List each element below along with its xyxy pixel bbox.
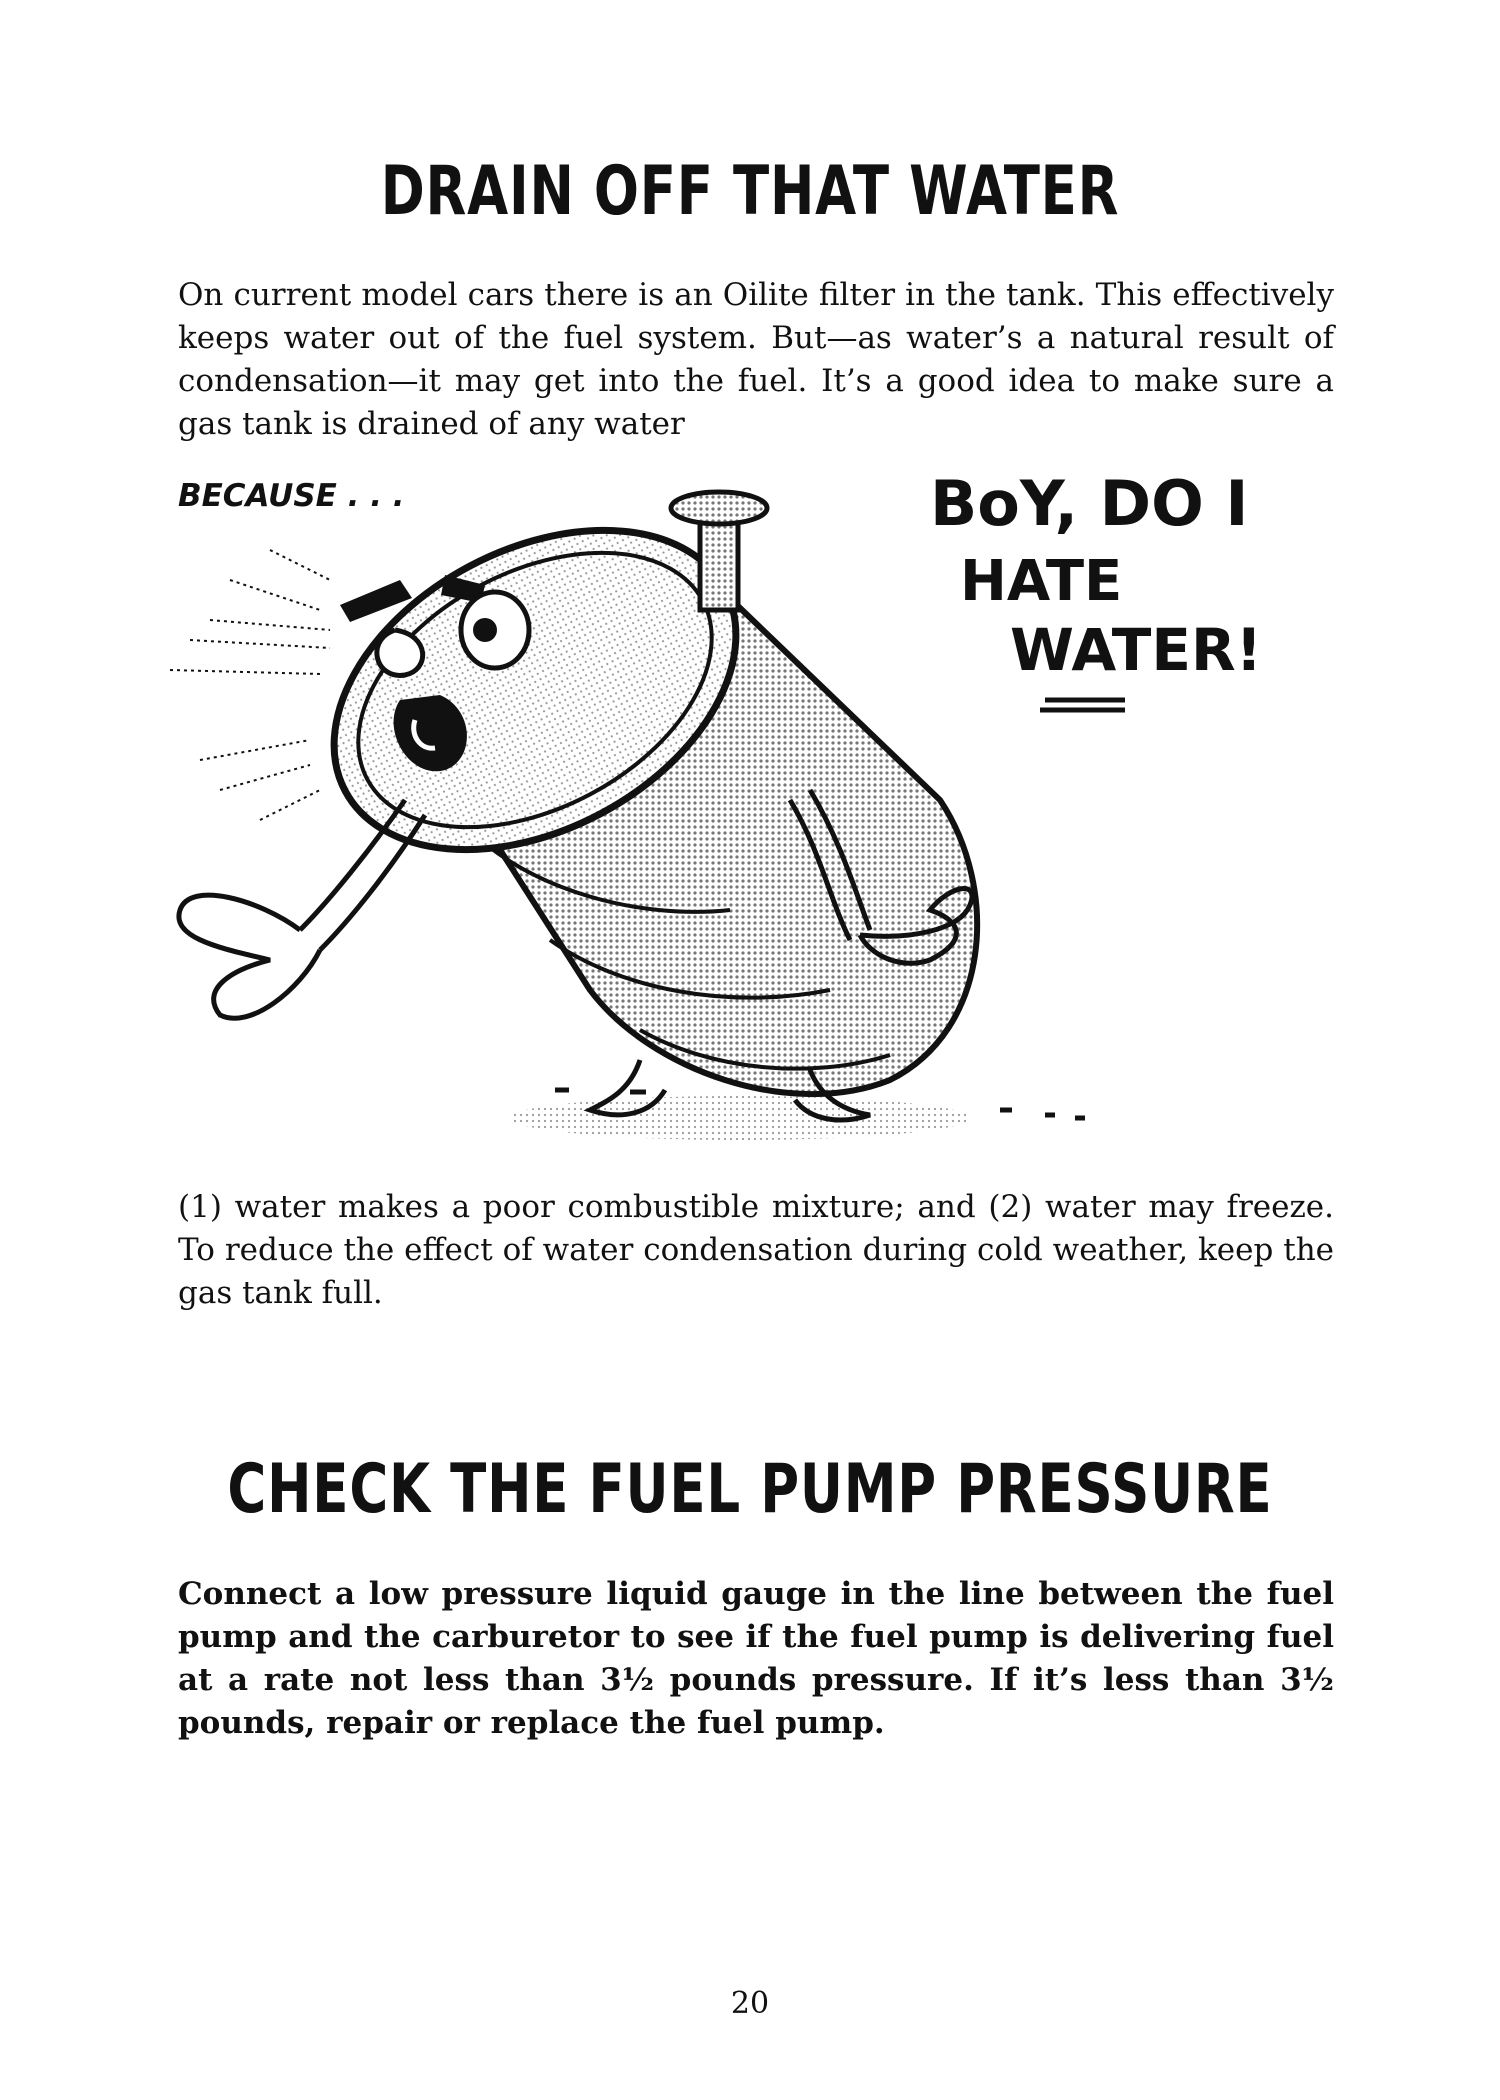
motion-lines <box>170 550 330 820</box>
angry-gas-tank-illustration <box>170 470 1370 1150</box>
speech-line-2: HATE <box>960 549 1123 614</box>
section-heading-fuel-pump: CHECK THE FUEL PUMP PRESSURE <box>227 1450 1273 1529</box>
speech-line-1: BoY, DO I <box>930 470 1249 540</box>
reasons-paragraph: (1) water makes a poor combustible mixture; and (2) water may freeze. To reduce the effect of water condensation during cold weather, keep the gas tank full. <box>178 1189 1334 1311</box>
page-number: 20 <box>730 1986 770 2021</box>
speech-line-3: WATER! <box>1010 616 1263 684</box>
because-label: BECAUSE . . . <box>178 478 405 514</box>
speech-underline <box>1040 700 1125 710</box>
ground-shadow <box>510 1096 970 1140</box>
intro-paragraph: On current model cars there is an Oilite filter in the tank. This effectively keeps water out of the fuel system. But—as water’s a natural result of condensation—it may get into the fuel. It’s a good idea to make sure a gas tank is drained of any water <box>178 277 1334 442</box>
section-heading-drain-water: DRAIN OFF THAT WATER <box>380 152 1120 231</box>
tank-body <box>279 470 977 1094</box>
fuel-pump-paragraph: Connect a low pressure liquid gauge in the line between the fuel pump and the carburetor to see if the fuel pump is delivering fuel at a rate not less than 3½ pounds pressure. If it’s less than 3½ pounds, repair or replace the fuel pump. <box>178 1576 1334 1741</box>
